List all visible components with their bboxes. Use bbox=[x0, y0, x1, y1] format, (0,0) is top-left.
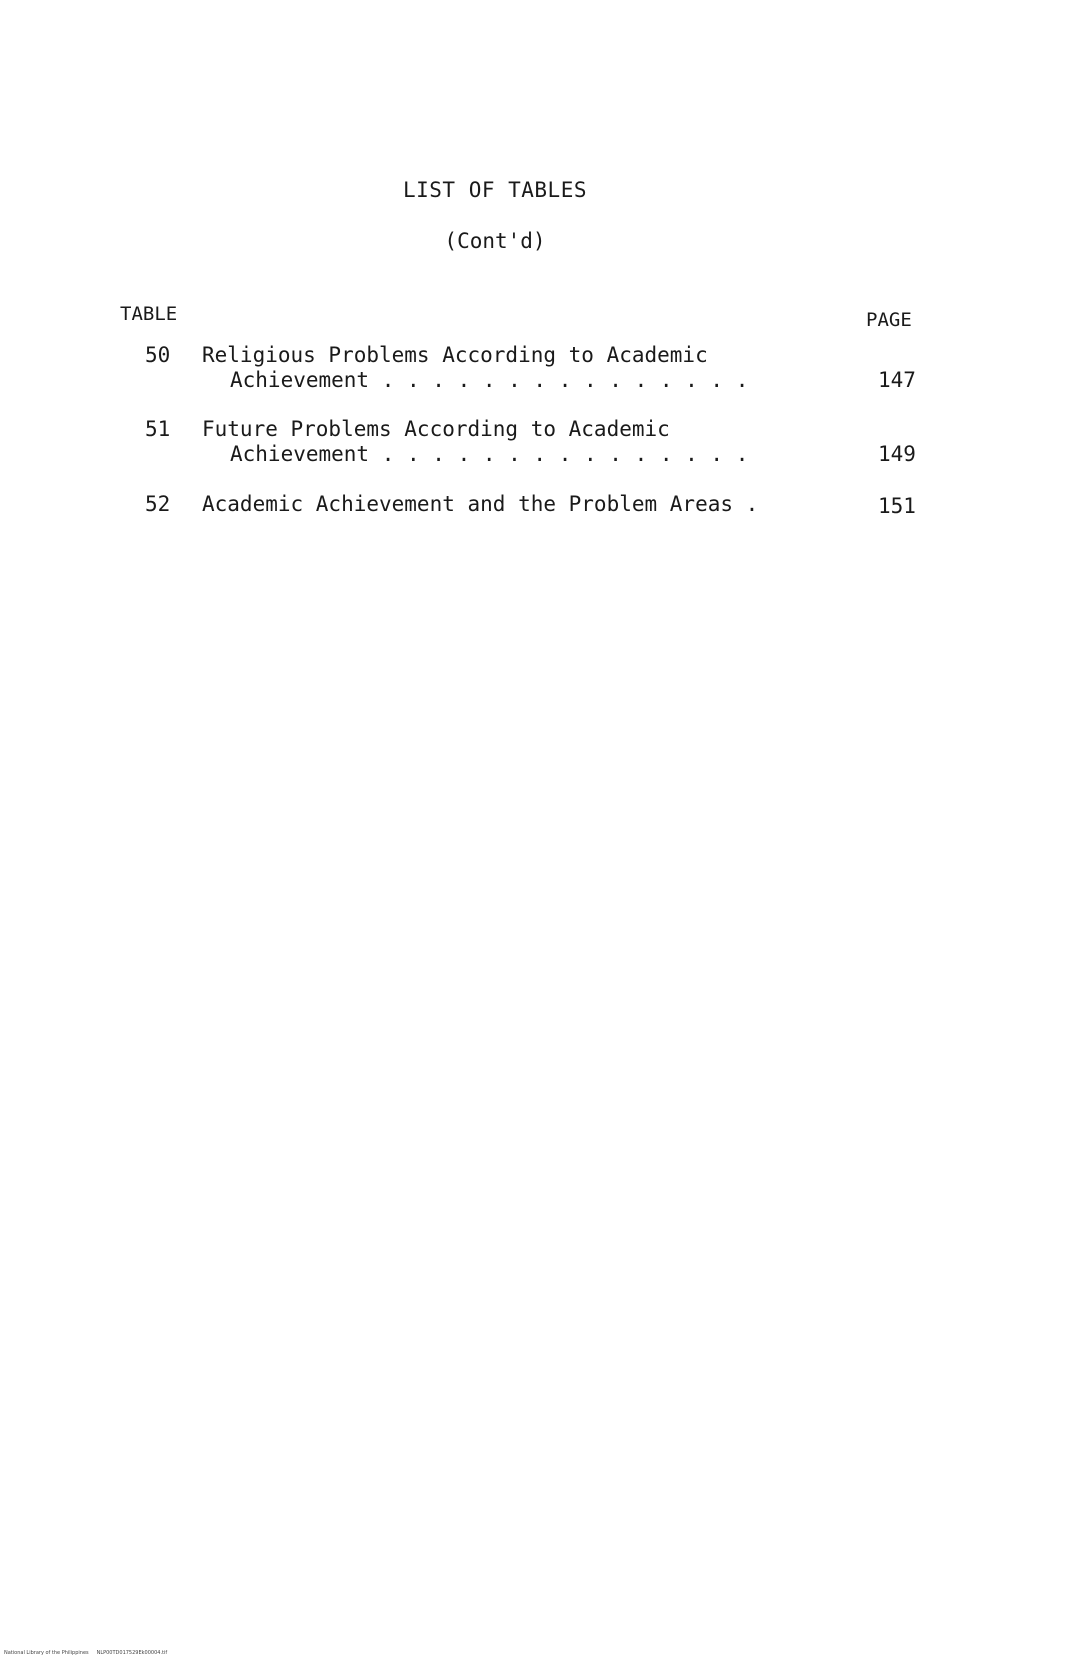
entry-number: 51 bbox=[145, 417, 171, 441]
entry-page-number: 149 bbox=[878, 442, 916, 466]
scan-footer: National Library of the Philippines NLP00TD017529Ek00004.tif bbox=[4, 1650, 168, 1656]
column-header-table: TABLE bbox=[120, 303, 178, 325]
entry-title-line1: Academic Achievement and the Problem Areas . bbox=[202, 492, 759, 516]
entry-title-line1: Future Problems According to Academic bbox=[202, 417, 670, 441]
entry-number: 50 bbox=[145, 343, 171, 367]
entry-title-line2: Achievement . . . . . . . . . . . . . . . bbox=[230, 368, 749, 392]
list-subtitle: (Cont'd) bbox=[444, 229, 546, 253]
column-header-page: PAGE bbox=[866, 309, 912, 331]
list-title: LIST OF TABLES bbox=[402, 178, 587, 202]
entry-page-number: 147 bbox=[878, 368, 916, 392]
entry-title-line1: Religious Problems According to Academic bbox=[202, 343, 708, 367]
entry-title-line2: Achievement . . . . . . . . . . . . . . . bbox=[230, 442, 749, 466]
entry-number: 52 bbox=[145, 492, 171, 516]
entry-page-number: 151 bbox=[878, 494, 916, 518]
